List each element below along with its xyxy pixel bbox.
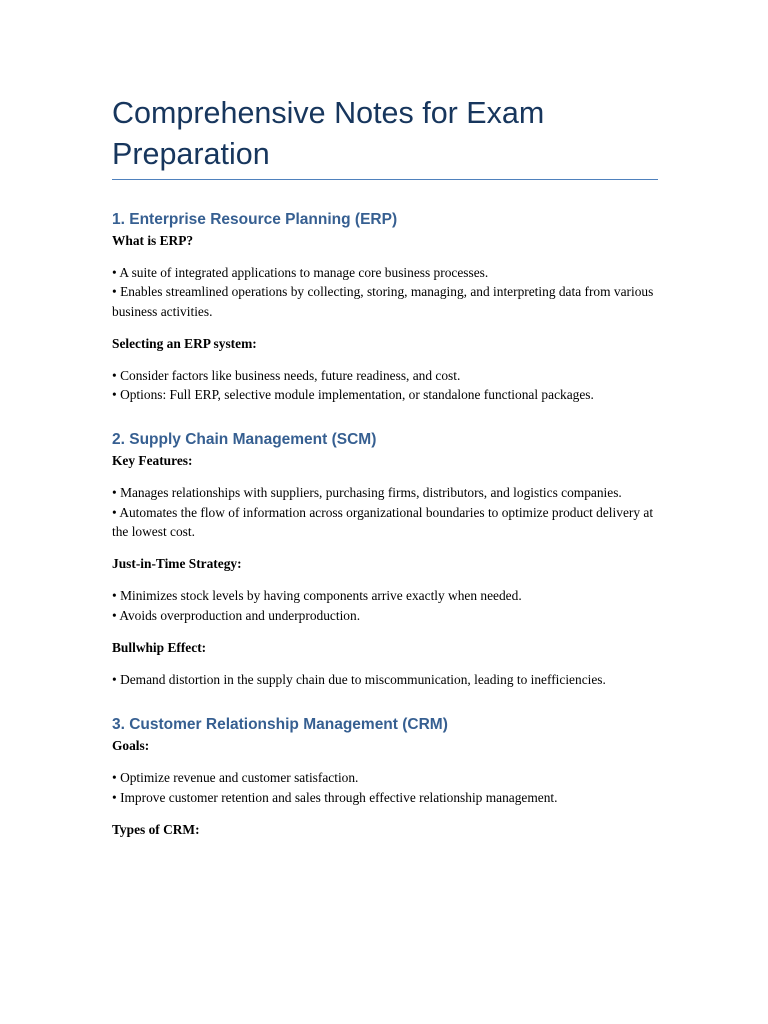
subsection	[112, 334, 658, 405]
bullet-mark: •	[112, 387, 117, 403]
document-title: Comprehensive Notes for Exam Preparation	[112, 96, 545, 171]
section-heading: 3. Customer Relationship Management (CRM)	[112, 716, 448, 734]
bullet-list	[112, 263, 658, 321]
bullet-text: Minimizes stock levels by having components arrive exactly when needed.	[120, 588, 522, 604]
bullet-list	[112, 366, 658, 405]
bullet-mark: •	[112, 485, 117, 501]
bullet-mark: •	[112, 607, 117, 623]
bullet-item	[112, 282, 658, 321]
section	[112, 714, 658, 839]
bullet-item	[112, 366, 658, 385]
subsection	[112, 736, 658, 807]
bullet-list	[112, 586, 658, 625]
section-heading: 1. Enterprise Resource Planning (ERP)	[112, 211, 398, 228]
subsection	[112, 820, 658, 839]
subsection-label: Bullwhip Effect:	[112, 639, 207, 655]
bullet-list	[112, 768, 658, 807]
bullet-text: Options: Full ERP, selective module implementation, or standalone functional packages.	[120, 387, 594, 403]
bullet-text: Improve customer retention and sales through effective relationship management.	[120, 789, 558, 805]
subsection	[112, 554, 658, 625]
subsection-label: Types of CRM:	[112, 821, 200, 837]
subsection-label: Selecting an ERP system:	[112, 335, 257, 351]
bullet-item	[112, 385, 658, 404]
bullet-text: Consider factors like business needs, future readiness, and cost.	[120, 367, 461, 383]
bullet-mark: •	[112, 284, 117, 300]
bullet-item	[112, 586, 658, 605]
bullet-text: Enables streamlined operations by collecting, storing, managing, and interpreting data from various business activities.	[112, 284, 654, 319]
bullet-text: Automates the flow of information across organizational boundaries to optimize product delivery at the lowest cost.	[112, 504, 654, 540]
bullet-mark: •	[112, 770, 117, 786]
title-divider	[112, 179, 658, 180]
subsection-label: What is ERP?	[112, 233, 194, 248]
subsection	[112, 231, 658, 321]
bullet-item	[112, 503, 658, 542]
sections-container	[112, 209, 658, 839]
bullet-list	[112, 483, 658, 541]
subsection-label: Just-in-Time Strategy:	[112, 556, 242, 572]
bullet-text: Demand distortion in the supply chain due to miscommunication, leading to inefficiencies.	[120, 671, 606, 687]
bullet-mark: •	[112, 265, 117, 280]
bullet-mark: •	[112, 789, 117, 805]
bullet-text: Manages relationships with suppliers, purchasing firms, distributors, and logistics companies.	[120, 485, 622, 501]
bullet-item	[112, 788, 658, 807]
bullet-text: Optimize revenue and customer satisfaction.	[120, 770, 359, 786]
bullet-mark: •	[112, 588, 117, 604]
bullet-list	[112, 670, 658, 689]
document-page	[112, 93, 658, 839]
bullet-mark: •	[112, 671, 117, 687]
section	[112, 429, 658, 689]
bullet-text: Avoids overproduction and underproduction.	[119, 607, 361, 623]
bullet-item	[112, 606, 658, 625]
section-heading: 2. Supply Chain Management (SCM)	[112, 431, 377, 449]
subsection	[112, 638, 658, 689]
subsection-label: Goals:	[112, 738, 150, 754]
section	[112, 209, 658, 404]
bullet-item	[112, 483, 658, 502]
bullet-text: A suite of integrated applications to manage core business processes.	[119, 265, 489, 280]
bullet-mark: •	[112, 367, 117, 383]
bullet-item	[112, 670, 658, 689]
subsection-label: Key Features:	[112, 453, 193, 469]
bullet-item	[112, 768, 658, 787]
subsection	[112, 451, 658, 541]
bullet-item	[112, 263, 658, 282]
bullet-mark: •	[112, 504, 117, 520]
